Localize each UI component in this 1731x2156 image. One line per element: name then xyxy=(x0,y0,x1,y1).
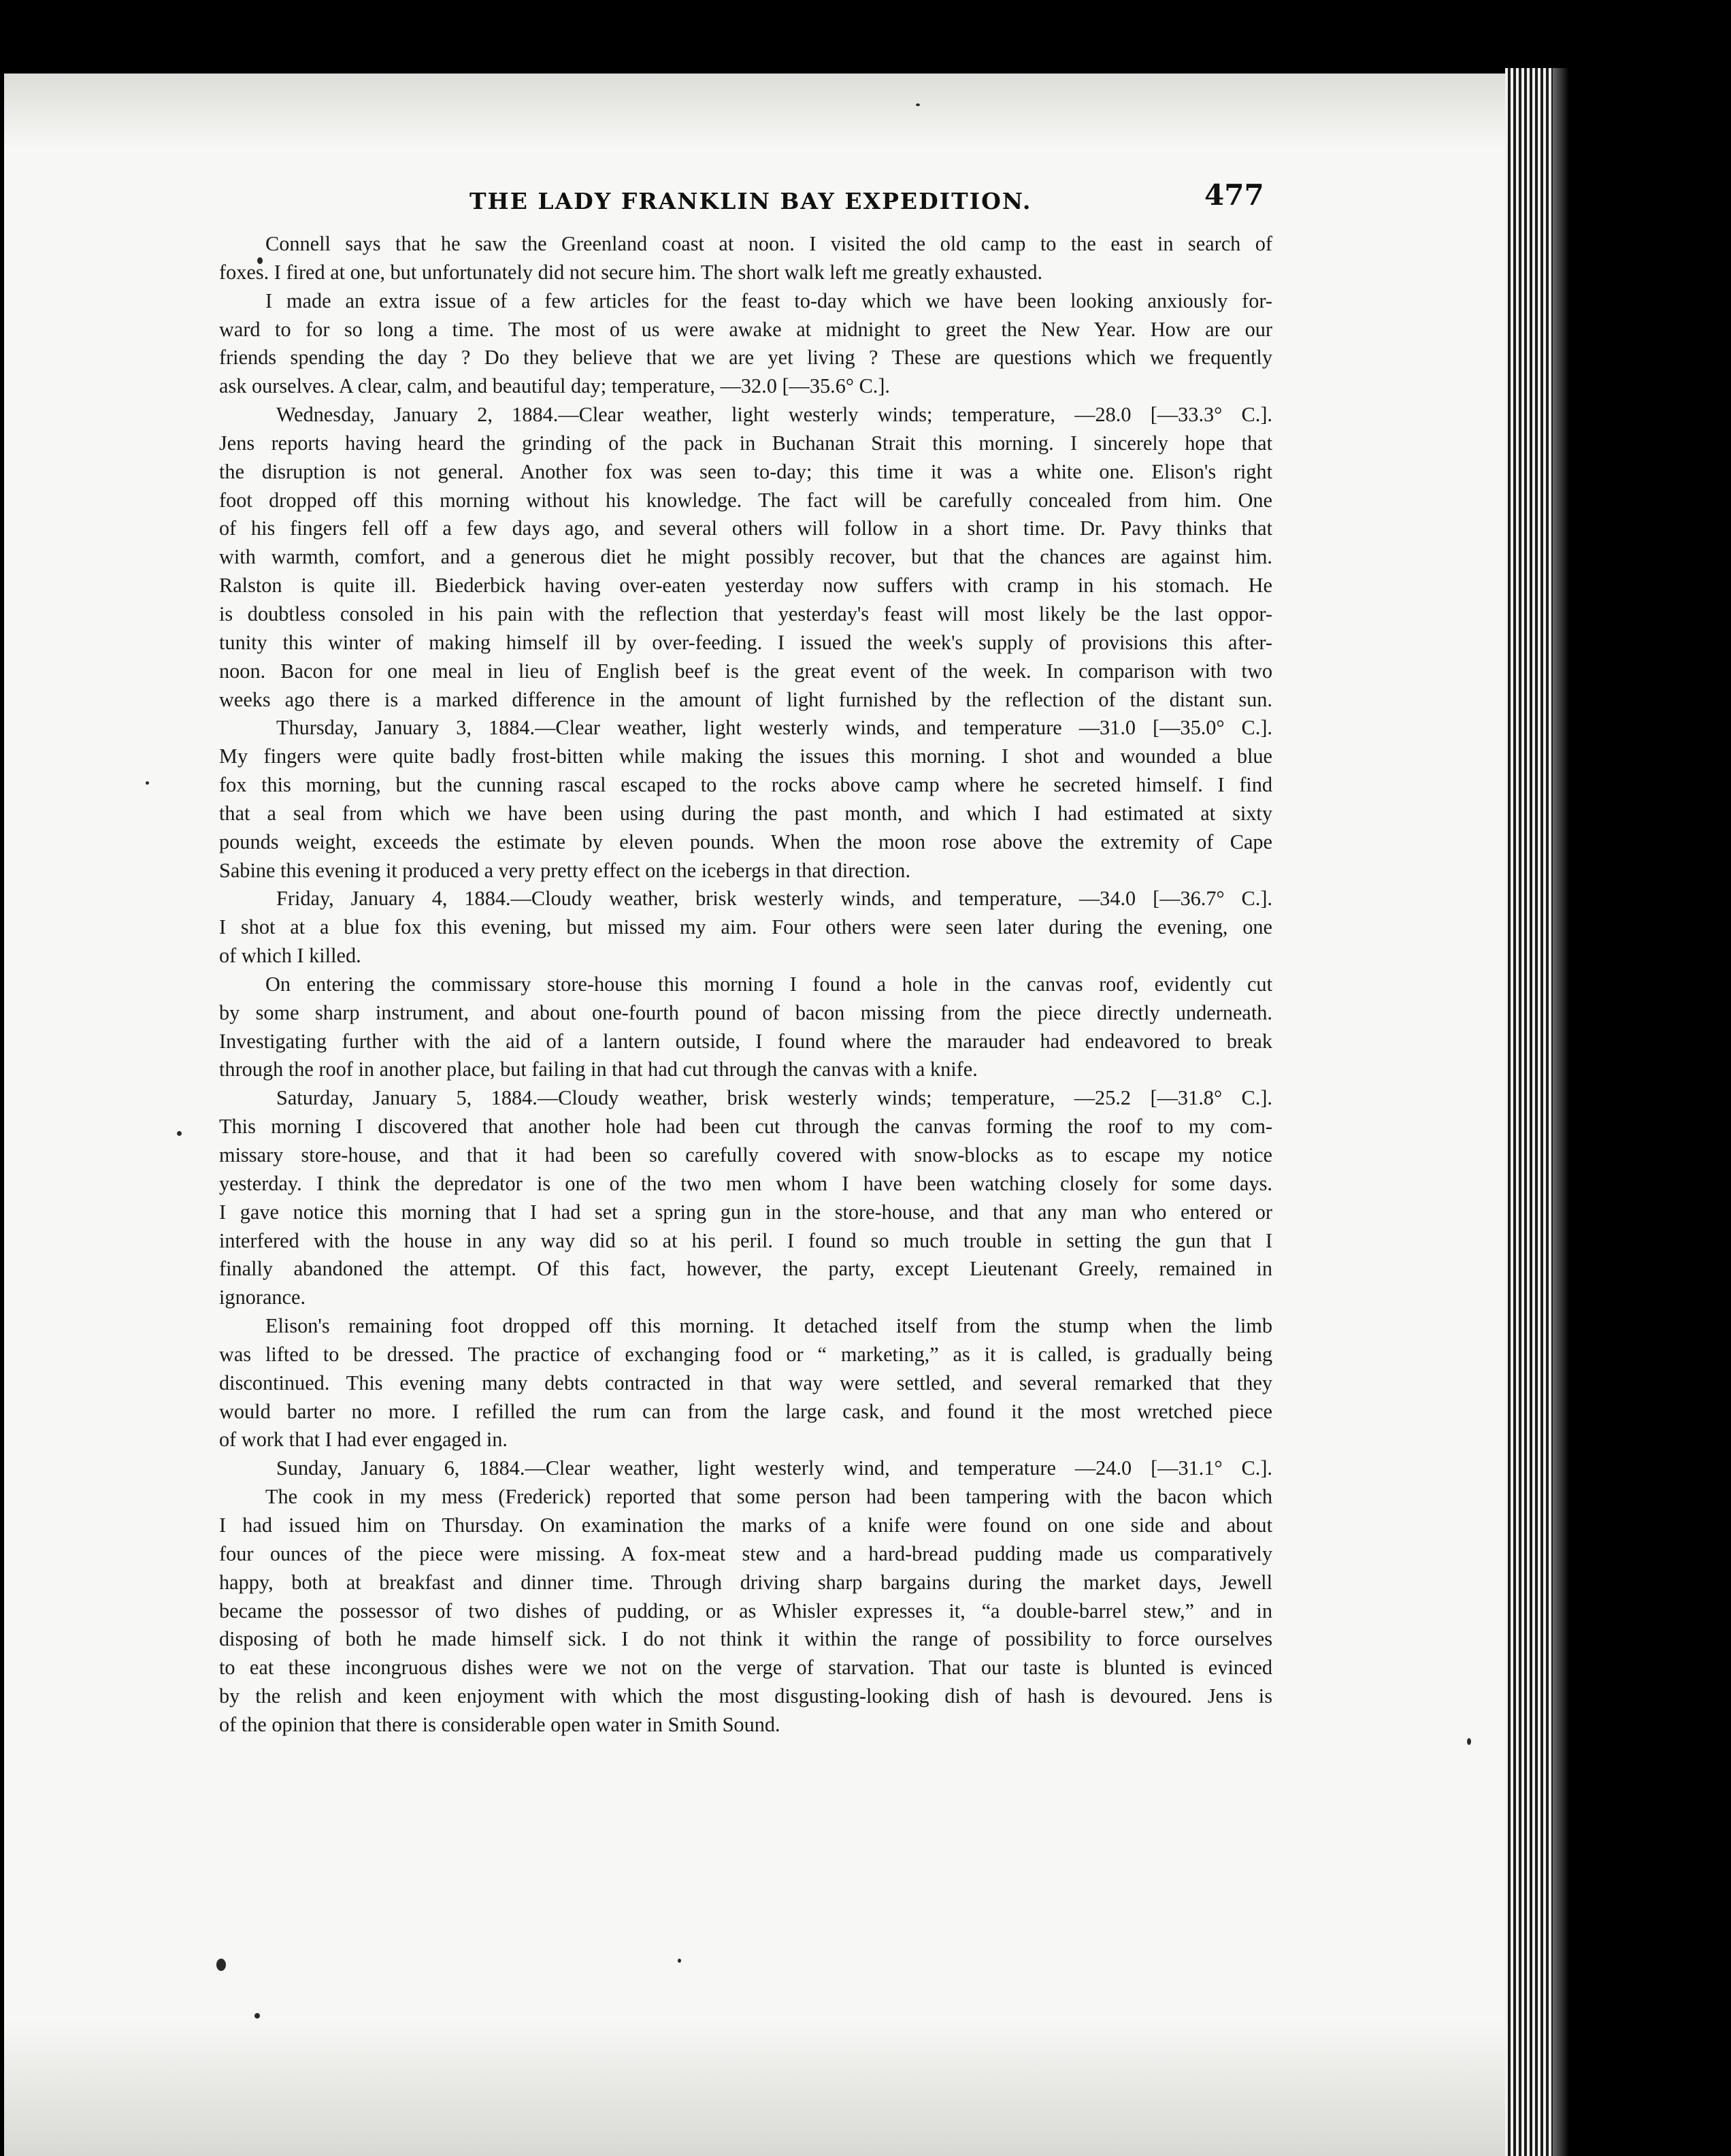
text-line: would barter no more. I refilled the rum can from the large cask, and found it the most wretched piece xyxy=(219,1399,1272,1423)
text-line: Elison's remaining foot dropped off this morning. It detached itself from the stump when the limb xyxy=(265,1314,1272,1338)
text-line: friends spending the day ? Do they believe that we are yet living ? These are questions which we frequently xyxy=(219,346,1272,370)
text-line: foxes. I fired at one, but unfortunately did not secure him. The short walk left me greatly exhausted. xyxy=(219,260,1043,284)
text-line: The cook in my mess (Frederick) reported that some person had been tampering with the bacon which xyxy=(265,1485,1272,1509)
text-line: of work that I had ever engaged in. xyxy=(219,1428,508,1452)
text-line: yesterday. I think the depredator is one of the two men whom I have been watching closely for some days. xyxy=(219,1171,1272,1195)
text-line: Wednesday, January 2, 1884.—Clear weather, light westerly winds; temperature, —28.0 [—33.3° C.]. xyxy=(276,403,1272,427)
dust-speck xyxy=(678,1959,681,1963)
text-line: Ralston is quite ill. Biederbick having over-eaten yesterday now suffers with cramp in his stomach. He xyxy=(219,574,1272,598)
text-line: On entering the commissary store-house this morning I found a hole in the canvas roof, evidently cut xyxy=(265,972,1272,996)
text-line: four ounces of the piece were missing. A fox-meat stew and a hard-bread pudding made us comparatively xyxy=(219,1541,1272,1565)
text-line: is doubtless consoled in his pain with the reflection that yesterday's feast will most likely be the last oppor- xyxy=(219,602,1272,625)
text-line: Investigating further with the aid of a lantern outside, I found where the marauder had endeavored to break xyxy=(219,1029,1272,1053)
text-line: foot dropped off this morning without his knowledge. The fact will be carefully concealed from him. One xyxy=(219,488,1272,512)
text-line: discontinued. This evening many debts contracted in that way were settled, and several remarked that they xyxy=(219,1371,1272,1394)
text-line: I shot at a blue fox this evening, but missed my aim. Four others were seen later during the evening, one xyxy=(219,915,1272,939)
text-line: My fingers were quite badly frost-bitten while making the issues this morning. I shot and wounded a blue xyxy=(219,745,1272,768)
paper-shadow-bottom xyxy=(4,2020,1534,2156)
text-line: noon. Bacon for one meal in lieu of English beef is the great event of the week. In comparison with two xyxy=(219,659,1272,683)
text-line: finally abandoned the attempt. Of this fact, however, the party, except Lieutenant Greely, remained in xyxy=(219,1257,1272,1281)
dust-speck xyxy=(1467,1738,1471,1745)
text-line: that a seal from which we have been using during the past month, and which I had estimated at sixty xyxy=(219,801,1272,825)
text-line: of his fingers fell off a few days ago, and several others will follow in a short time. Dr. Pavy thinks that xyxy=(219,517,1272,540)
text-line: through the roof in another place, but failing in that had cut through the canvas with a knife. xyxy=(219,1058,978,1081)
paper-shadow-top xyxy=(4,74,1534,148)
text-line: disposing of both he made himself sick. I do not think it within the range of possibility to force ourselves xyxy=(219,1627,1272,1651)
text-line: This morning I discovered that another hole had been cut through the canvas forming the roof to my com- xyxy=(219,1115,1272,1139)
dust-speck xyxy=(177,1131,182,1136)
text-line: became the possessor of two dishes of pudding, or as Whisler expresses it, “a double-barrel stew,” and in xyxy=(219,1599,1272,1622)
text-line: Jens reports having heard the grinding of the pack in Buchanan Strait this morning. I sincerely hope that xyxy=(219,431,1272,455)
text-line: Friday, January 4, 1884.—Cloudy weather, brisk westerly winds, and temperature, —34.0 [—36.7° C.]. xyxy=(276,887,1272,911)
text-line: was lifted to be dressed. The practice of exchanging food or “ marketing,” as it is called, is gradually being xyxy=(219,1342,1272,1366)
dust-speck xyxy=(254,2013,260,2019)
text-line: I gave notice this morning that I had set a spring gun in the store-house, and that any man who entered or xyxy=(219,1200,1272,1224)
text-line: with warmth, comfort, and a generous diet he might possibly recover, but that the chances are against him. xyxy=(219,545,1272,569)
dust-speck xyxy=(916,103,920,106)
running-title: THE LADY FRANKLIN BAY EXPEDITION. xyxy=(469,188,1032,214)
text-line: tunity this winter of making himself ill by over-feeding. I issued the week's supply of provisions this after- xyxy=(219,630,1272,654)
text-line: of the opinion that there is considerable open water in Smith Sound. xyxy=(219,1712,780,1736)
text-line: fox this morning, but the cunning rascal escaped to the rocks above camp where he secreted himself. I find xyxy=(219,773,1272,797)
page-number: 477 xyxy=(1204,178,1264,212)
text-line: interfered with the house in any way did so at his peril. I found so much trouble in setting the gun that I xyxy=(219,1228,1272,1252)
text-line: Sabine this evening it produced a very pretty effect on the icebergs in that direction. xyxy=(219,858,911,882)
text-line: ask ourselves. A clear, calm, and beautiful day; temperature, —32.0 [—35.6° C.]. xyxy=(219,374,891,398)
text-line: I made an extra issue of a few articles for the feast to-day which we have been looking anxiously for- xyxy=(265,289,1272,312)
text-line: Thursday, January 3, 1884.—Clear weather, light westerly winds, and temperature —31.0 [—35.0° C.]. xyxy=(276,716,1272,740)
text-line: of which I killed. xyxy=(219,944,361,968)
text-line: Saturday, January 5, 1884.—Cloudy weather, brisk westerly winds; temperature, —25.2 [—31.8° C.]. xyxy=(276,1086,1272,1110)
text-line: weeks ago there is a marked difference in the amount of light furnished by the reflection of the distant sun. xyxy=(219,687,1272,711)
body-text xyxy=(219,230,1272,1740)
text-line: pounds weight, exceeds the estimate by eleven pounds. When the moon rose above the extremity of Cape xyxy=(219,830,1272,853)
text-line: missary store-house, and that it had been so carefully covered with snow-blocks as to escape my notice xyxy=(219,1143,1272,1166)
dust-speck xyxy=(146,781,149,785)
book-spine-shadow xyxy=(1553,68,1569,2156)
text-line: Sunday, January 6, 1884.—Clear weather, light westerly wind, and temperature —24.0 [—31.1° C.]. xyxy=(276,1456,1272,1480)
text-line: Connell says that he saw the Greenland coast at noon. I visited the old camp to the east in search of xyxy=(265,232,1272,255)
text-line: I had issued him on Thursday. On examination the marks of a knife were found on one side and about xyxy=(219,1513,1272,1537)
dust-speck xyxy=(216,1959,226,1971)
text-line: by some sharp instrument, and about one-fourth pound of bacon missing from the piece directly underneath. xyxy=(219,1000,1272,1024)
text-line: ward to for so long a time. The most of us were awake at midnight to greet the New Year. How are our xyxy=(219,317,1272,341)
text-line: by the relish and keen enjoyment with which the most disgusting-looking dish of hash is devoured. Jens is xyxy=(219,1684,1272,1708)
text-line: happy, both at breakfast and dinner time. Through driving sharp bargains during the market days, Jewell xyxy=(219,1570,1272,1594)
text-line: to eat these incongruous dishes were we not on the verge of starvation. That our taste is blunted is evinced xyxy=(219,1656,1272,1680)
text-line: ignorance. xyxy=(219,1286,306,1309)
text-line: the disruption is not general. Another fox was seen to-day; this time it was a white one. Elison's right xyxy=(219,459,1272,483)
book-spine-edge xyxy=(1505,68,1553,2156)
